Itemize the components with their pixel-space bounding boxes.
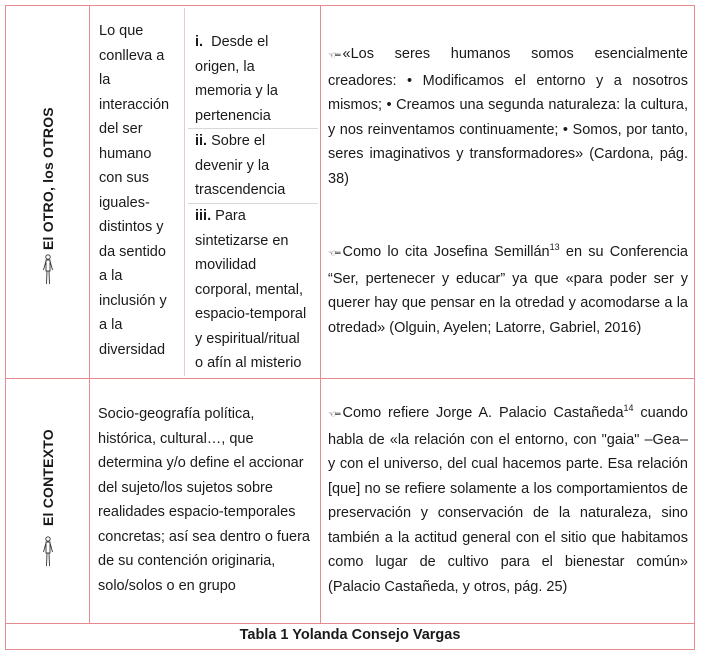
item-ii: ii. Sobre el devenir y la trascendencia — [195, 133, 286, 198]
pointing-hand-icon: ☜═ — [328, 51, 340, 61]
pointing-hand-icon: ☜═ — [328, 249, 340, 259]
table-caption: Tabla 1 Yolanda Consejo Vargas — [239, 627, 461, 643]
divider-quote-col — [320, 6, 321, 623]
row-label-otro: El OTRO, los OTROS — [40, 107, 56, 250]
otro-description: Lo que conlleva a la interacción del ser humano con sus iguales- distintos y da sentido a la inclusión y a la diversidad — [99, 23, 170, 358]
divider-sub-col — [184, 8, 185, 376]
divider-label-col — [89, 6, 90, 623]
row-label-contexto: El CONTEXTO — [40, 429, 56, 526]
divider-caption — [6, 623, 694, 624]
item-i: i. Desde el origen, la memoria y la pertenencia — [195, 34, 278, 124]
divider-row — [6, 378, 694, 379]
quote-cardona: ☜═ «Los seres humanos somos esencialmente creadores: • Modificamos el entorno y a nosotros mismos; • Creamos una segunda naturaleza: la cultura, y nos reinventamos continuamente; • Somos, por tanto, seres imaginativos y transformadores» (Cardona, pág. 38) — [328, 46, 688, 187]
human-figure-icon — [42, 254, 54, 286]
item-iii: iii. Para sintetizarse en movilidad corporal, mental, espacio-temporal y espiritual/ritual o afín al misterio — [195, 208, 307, 371]
human-figure-icon — [42, 536, 54, 568]
quote-palacio: ☜═ Como refiere Jorge A. Palacio Castañeda$^{14}$ cuando habla de «la relación con el entorno, con "gaia" –Gea– y con el universo, del cual hacemos parte. Esa relación [que] no se refiere solamente a los comportamientos de preservación y conservación de la naturaleza, sino también a la actitud general con el sitio que habitamos como lugar de cultivo para el bienestar común» (Palacio Castañeda, y otros, pág. 25) — [328, 403, 688, 595]
quote-semillan: ☜═ Como lo cita Josefina Semillán$^{13}$ en su Conferencia “Ser, pertenecer y educar” ya que «para poder ser y querer hay que pensar en la otredad y acomodarse a la otredad» (Olguin, Ayelen; Latorre, Gabriel, 2016) — [328, 242, 688, 336]
pointing-hand-icon: ☜═ — [328, 410, 340, 420]
contexto-description: Socio-geografía política, histórica, cultural…, que determina y/o define el accionar del sujeto/los sujetos sobre realidades espacio-temporales concretas; así sea dentro o fuera de su contención originaria, solo/solos o en grupo — [98, 406, 310, 594]
